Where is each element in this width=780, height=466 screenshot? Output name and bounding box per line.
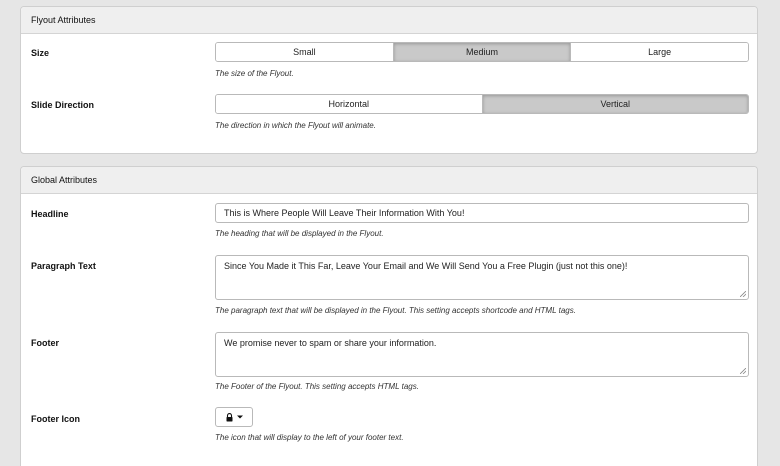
paragraph-text-value: Since You Made it This Far, Leave Your Email and We Will Send You a Free Plugin (just not this one)! xyxy=(224,261,628,271)
slide-direction-label: Slide Direction xyxy=(31,100,95,110)
size-selector xyxy=(215,42,749,62)
size-small-button[interactable]: Small xyxy=(216,43,393,61)
footer-icon-picker[interactable] xyxy=(215,407,253,427)
paragraph-text-area[interactable] xyxy=(215,255,749,300)
headline-input[interactable]: This is Where People Will Leave Their Information With You! xyxy=(215,203,749,223)
panel-title: Global Attributes xyxy=(21,167,757,194)
footer-text-area[interactable] xyxy=(215,332,749,377)
size-label: Size xyxy=(31,48,50,58)
footer-text-value: We promise never to spam or share your information. xyxy=(224,338,437,348)
size-large-button[interactable]: Large xyxy=(570,43,748,61)
flyout-attributes-panel xyxy=(20,6,758,154)
headline-help-text: The heading that will be displayed in the Flyout. xyxy=(215,229,384,238)
footer-icon-help-text: The icon that will display to the left of your footer text. xyxy=(215,433,404,442)
resize-grip-icon[interactable] xyxy=(740,291,746,297)
footer-label: Footer xyxy=(31,338,59,348)
footer-icon-label: Footer Icon xyxy=(31,414,80,424)
paragraph-text-label: Paragraph Text xyxy=(31,261,96,271)
footer-help-text: The Footer of the Flyout. This setting accepts HTML tags. xyxy=(215,382,419,391)
direction-vertical-button[interactable]: Vertical xyxy=(482,95,749,113)
slide-direction-help-text: The direction in which the Flyout will animate. xyxy=(215,121,376,130)
size-help-text: The size of the Flyout. xyxy=(215,69,294,78)
lock-icon xyxy=(226,413,233,422)
panel-title: Flyout Attributes xyxy=(21,7,757,34)
resize-grip-icon[interactable] xyxy=(740,368,746,374)
direction-horizontal-button[interactable]: Horizontal xyxy=(216,95,482,113)
global-attributes-panel xyxy=(20,166,758,466)
headline-label: Headline xyxy=(31,209,69,219)
slide-direction-selector xyxy=(215,94,749,114)
size-medium-button[interactable]: Medium xyxy=(393,43,571,61)
caret-down-icon xyxy=(237,415,243,419)
paragraph-text-help-text: The paragraph text that will be displayed in the Flyout. This setting accepts shortcode and HTML tags. xyxy=(215,306,576,315)
